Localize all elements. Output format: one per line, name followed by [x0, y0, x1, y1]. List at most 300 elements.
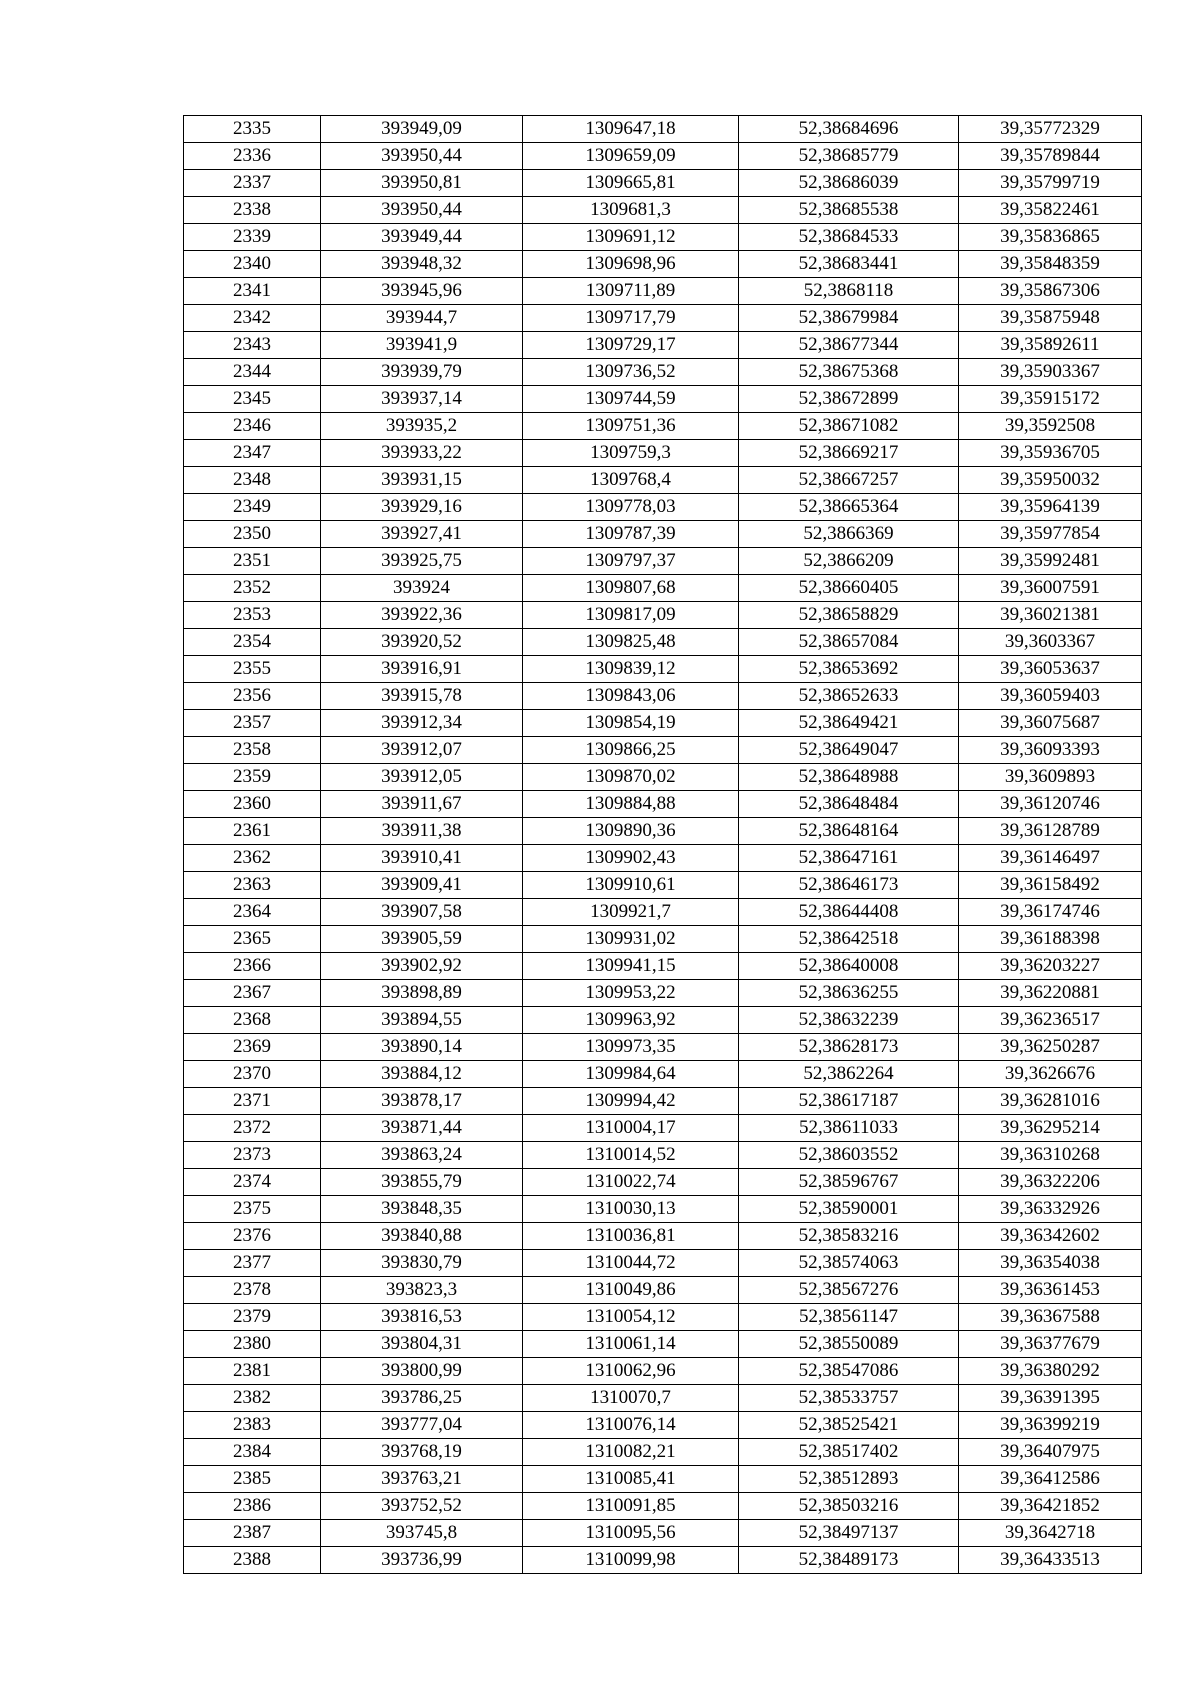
latitude-cell: 52,38648988	[739, 764, 959, 791]
point-number-cell: 2371	[184, 1088, 321, 1115]
latitude-cell: 52,38617187	[739, 1088, 959, 1115]
latitude-cell: 52,38672899	[739, 386, 959, 413]
longitude-cell: 39,36342602	[959, 1223, 1142, 1250]
y-coordinate-cell: 1309751,36	[523, 413, 739, 440]
y-coordinate-cell: 1309953,22	[523, 980, 739, 1007]
x-coordinate-cell: 393950,44	[321, 143, 523, 170]
x-coordinate-cell: 393925,75	[321, 548, 523, 575]
latitude-cell: 52,38657084	[739, 629, 959, 656]
table-row	[184, 1034, 1142, 1061]
table-row	[184, 1250, 1142, 1277]
table-row	[184, 197, 1142, 224]
latitude-cell: 52,38685538	[739, 197, 959, 224]
point-number-cell: 2369	[184, 1034, 321, 1061]
longitude-cell: 39,35867306	[959, 278, 1142, 305]
point-number-cell: 2381	[184, 1358, 321, 1385]
table-row	[184, 359, 1142, 386]
point-number-cell: 2378	[184, 1277, 321, 1304]
latitude-cell: 52,38561147	[739, 1304, 959, 1331]
x-coordinate-cell: 393752,52	[321, 1493, 523, 1520]
longitude-cell: 39,36146497	[959, 845, 1142, 872]
point-number-cell: 2348	[184, 467, 321, 494]
x-coordinate-cell: 393939,79	[321, 359, 523, 386]
latitude-cell: 52,38590001	[739, 1196, 959, 1223]
y-coordinate-cell: 1310030,13	[523, 1196, 739, 1223]
longitude-cell: 39,36377679	[959, 1331, 1142, 1358]
longitude-cell: 39,36281016	[959, 1088, 1142, 1115]
latitude-cell: 52,38649421	[739, 710, 959, 737]
latitude-cell: 52,38677344	[739, 332, 959, 359]
latitude-cell: 52,38611033	[739, 1115, 959, 1142]
y-coordinate-cell: 1309744,59	[523, 386, 739, 413]
longitude-cell: 39,36158492	[959, 872, 1142, 899]
point-number-cell: 2368	[184, 1007, 321, 1034]
longitude-cell: 39,36174746	[959, 899, 1142, 926]
y-coordinate-cell: 1309665,81	[523, 170, 739, 197]
point-number-cell: 2339	[184, 224, 321, 251]
longitude-cell: 39,36412586	[959, 1466, 1142, 1493]
point-number-cell: 2372	[184, 1115, 321, 1142]
table-row	[184, 467, 1142, 494]
latitude-cell: 52,38636255	[739, 980, 959, 1007]
y-coordinate-cell: 1309729,17	[523, 332, 739, 359]
point-number-cell: 2373	[184, 1142, 321, 1169]
table-row	[184, 305, 1142, 332]
y-coordinate-cell: 1309973,35	[523, 1034, 739, 1061]
latitude-cell: 52,38489173	[739, 1547, 959, 1574]
point-number-cell: 2384	[184, 1439, 321, 1466]
table-row	[184, 656, 1142, 683]
latitude-cell: 52,38647161	[739, 845, 959, 872]
longitude-cell: 39,3603367	[959, 629, 1142, 656]
table-row	[184, 224, 1142, 251]
x-coordinate-cell: 393941,9	[321, 332, 523, 359]
table-row	[184, 1304, 1142, 1331]
y-coordinate-cell: 1309759,3	[523, 440, 739, 467]
x-coordinate-cell: 393912,05	[321, 764, 523, 791]
table-row	[184, 1493, 1142, 1520]
latitude-cell: 52,38649047	[739, 737, 959, 764]
point-number-cell: 2351	[184, 548, 321, 575]
longitude-cell: 39,3609893	[959, 764, 1142, 791]
longitude-cell: 39,35964139	[959, 494, 1142, 521]
longitude-cell: 39,35992481	[959, 548, 1142, 575]
point-number-cell: 2375	[184, 1196, 321, 1223]
latitude-cell: 52,38640008	[739, 953, 959, 980]
latitude-cell: 52,3868118	[739, 278, 959, 305]
longitude-cell: 39,36391395	[959, 1385, 1142, 1412]
point-number-cell: 2353	[184, 602, 321, 629]
point-number-cell: 2335	[184, 116, 321, 143]
y-coordinate-cell: 1310091,85	[523, 1493, 739, 1520]
longitude-cell: 39,35950032	[959, 467, 1142, 494]
x-coordinate-cell: 393890,14	[321, 1034, 523, 1061]
longitude-cell: 39,36188398	[959, 926, 1142, 953]
table-row	[184, 818, 1142, 845]
longitude-cell: 39,36236517	[959, 1007, 1142, 1034]
y-coordinate-cell: 1309902,43	[523, 845, 739, 872]
x-coordinate-cell: 393855,79	[321, 1169, 523, 1196]
longitude-cell: 39,35836865	[959, 224, 1142, 251]
point-number-cell: 2341	[184, 278, 321, 305]
table-row	[184, 980, 1142, 1007]
latitude-cell: 52,38652633	[739, 683, 959, 710]
latitude-cell: 52,38648164	[739, 818, 959, 845]
longitude-cell: 39,35936705	[959, 440, 1142, 467]
x-coordinate-cell: 393915,78	[321, 683, 523, 710]
table-row	[184, 116, 1142, 143]
longitude-cell: 39,36007591	[959, 575, 1142, 602]
y-coordinate-cell: 1309866,25	[523, 737, 739, 764]
latitude-cell: 52,38675368	[739, 359, 959, 386]
latitude-cell: 52,38684696	[739, 116, 959, 143]
table-row	[184, 521, 1142, 548]
x-coordinate-cell: 393884,12	[321, 1061, 523, 1088]
x-coordinate-cell: 393736,99	[321, 1547, 523, 1574]
x-coordinate-cell: 393823,3	[321, 1277, 523, 1304]
latitude-cell: 52,38567276	[739, 1277, 959, 1304]
table-row	[184, 494, 1142, 521]
latitude-cell: 52,38660405	[739, 575, 959, 602]
y-coordinate-cell: 1309698,96	[523, 251, 739, 278]
longitude-cell: 39,35915172	[959, 386, 1142, 413]
y-coordinate-cell: 1309839,12	[523, 656, 739, 683]
y-coordinate-cell: 1310082,21	[523, 1439, 739, 1466]
y-coordinate-cell: 1310099,98	[523, 1547, 739, 1574]
table-row	[184, 926, 1142, 953]
point-number-cell: 2376	[184, 1223, 321, 1250]
x-coordinate-cell: 393745,8	[321, 1520, 523, 1547]
longitude-cell: 39,36421852	[959, 1493, 1142, 1520]
point-number-cell: 2360	[184, 791, 321, 818]
latitude-cell: 52,38525421	[739, 1412, 959, 1439]
point-number-cell: 2355	[184, 656, 321, 683]
table-row	[184, 1412, 1142, 1439]
longitude-cell: 39,35772329	[959, 116, 1142, 143]
x-coordinate-cell: 393878,17	[321, 1088, 523, 1115]
latitude-cell: 52,38686039	[739, 170, 959, 197]
point-number-cell: 2363	[184, 872, 321, 899]
table-row	[184, 1223, 1142, 1250]
latitude-cell: 52,38648484	[739, 791, 959, 818]
latitude-cell: 52,38533757	[739, 1385, 959, 1412]
table-row	[184, 1385, 1142, 1412]
y-coordinate-cell: 1310085,41	[523, 1466, 739, 1493]
longitude-cell: 39,35789844	[959, 143, 1142, 170]
latitude-cell: 52,38684533	[739, 224, 959, 251]
latitude-cell: 52,38512893	[739, 1466, 959, 1493]
x-coordinate-cell: 393902,92	[321, 953, 523, 980]
x-coordinate-cell: 393948,32	[321, 251, 523, 278]
longitude-cell: 39,36093393	[959, 737, 1142, 764]
y-coordinate-cell: 1309691,12	[523, 224, 739, 251]
point-number-cell: 2364	[184, 899, 321, 926]
x-coordinate-cell: 393950,81	[321, 170, 523, 197]
point-number-cell: 2361	[184, 818, 321, 845]
x-coordinate-cell: 393929,16	[321, 494, 523, 521]
table-row	[184, 1007, 1142, 1034]
x-coordinate-cell: 393910,41	[321, 845, 523, 872]
y-coordinate-cell: 1309931,02	[523, 926, 739, 953]
table-row	[184, 1115, 1142, 1142]
longitude-cell: 39,36407975	[959, 1439, 1142, 1466]
x-coordinate-cell: 393840,88	[321, 1223, 523, 1250]
table-row	[184, 1439, 1142, 1466]
longitude-cell: 39,36367588	[959, 1304, 1142, 1331]
y-coordinate-cell: 1310054,12	[523, 1304, 739, 1331]
y-coordinate-cell: 1309994,42	[523, 1088, 739, 1115]
latitude-cell: 52,38632239	[739, 1007, 959, 1034]
x-coordinate-cell: 393933,22	[321, 440, 523, 467]
x-coordinate-cell: 393945,96	[321, 278, 523, 305]
coordinates-table-body	[184, 116, 1142, 1574]
latitude-cell: 52,38628173	[739, 1034, 959, 1061]
point-number-cell: 2357	[184, 710, 321, 737]
latitude-cell: 52,38679984	[739, 305, 959, 332]
point-number-cell: 2386	[184, 1493, 321, 1520]
y-coordinate-cell: 1310004,17	[523, 1115, 739, 1142]
y-coordinate-cell: 1310095,56	[523, 1520, 739, 1547]
table-row	[184, 1196, 1142, 1223]
point-number-cell: 2347	[184, 440, 321, 467]
y-coordinate-cell: 1309797,37	[523, 548, 739, 575]
y-coordinate-cell: 1310014,52	[523, 1142, 739, 1169]
y-coordinate-cell: 1309787,39	[523, 521, 739, 548]
latitude-cell: 52,38517402	[739, 1439, 959, 1466]
longitude-cell: 39,36322206	[959, 1169, 1142, 1196]
x-coordinate-cell: 393937,14	[321, 386, 523, 413]
point-number-cell: 2379	[184, 1304, 321, 1331]
x-coordinate-cell: 393871,44	[321, 1115, 523, 1142]
y-coordinate-cell: 1310076,14	[523, 1412, 739, 1439]
point-number-cell: 2370	[184, 1061, 321, 1088]
point-number-cell: 2388	[184, 1547, 321, 1574]
latitude-cell: 52,38503216	[739, 1493, 959, 1520]
table-row	[184, 575, 1142, 602]
point-number-cell: 2383	[184, 1412, 321, 1439]
table-row	[184, 602, 1142, 629]
latitude-cell: 52,38574063	[739, 1250, 959, 1277]
point-number-cell: 2359	[184, 764, 321, 791]
longitude-cell: 39,36120746	[959, 791, 1142, 818]
point-number-cell: 2350	[184, 521, 321, 548]
x-coordinate-cell: 393848,35	[321, 1196, 523, 1223]
table-row	[184, 953, 1142, 980]
y-coordinate-cell: 1310044,72	[523, 1250, 739, 1277]
longitude-cell: 39,35875948	[959, 305, 1142, 332]
longitude-cell: 39,36433513	[959, 1547, 1142, 1574]
table-row	[184, 899, 1142, 926]
table-row	[184, 143, 1142, 170]
longitude-cell: 39,3642718	[959, 1520, 1142, 1547]
x-coordinate-cell: 393907,58	[321, 899, 523, 926]
point-number-cell: 2385	[184, 1466, 321, 1493]
y-coordinate-cell: 1310022,74	[523, 1169, 739, 1196]
x-coordinate-cell: 393927,41	[321, 521, 523, 548]
table-row	[184, 1466, 1142, 1493]
longitude-cell: 39,36310268	[959, 1142, 1142, 1169]
latitude-cell: 52,38667257	[739, 467, 959, 494]
point-number-cell: 2362	[184, 845, 321, 872]
x-coordinate-cell: 393949,44	[321, 224, 523, 251]
x-coordinate-cell: 393768,19	[321, 1439, 523, 1466]
table-row	[184, 413, 1142, 440]
x-coordinate-cell: 393935,2	[321, 413, 523, 440]
table-row	[184, 1547, 1142, 1574]
x-coordinate-cell: 393950,44	[321, 197, 523, 224]
latitude-cell: 52,38658829	[739, 602, 959, 629]
point-number-cell: 2382	[184, 1385, 321, 1412]
point-number-cell: 2354	[184, 629, 321, 656]
latitude-cell: 52,38603552	[739, 1142, 959, 1169]
y-coordinate-cell: 1309778,03	[523, 494, 739, 521]
x-coordinate-cell: 393777,04	[321, 1412, 523, 1439]
latitude-cell: 52,38671082	[739, 413, 959, 440]
latitude-cell: 52,38547086	[739, 1358, 959, 1385]
y-coordinate-cell: 1310036,81	[523, 1223, 739, 1250]
y-coordinate-cell: 1309817,09	[523, 602, 739, 629]
table-row	[184, 170, 1142, 197]
x-coordinate-cell: 393786,25	[321, 1385, 523, 1412]
table-row	[184, 1088, 1142, 1115]
y-coordinate-cell: 1310061,14	[523, 1331, 739, 1358]
table-row	[184, 548, 1142, 575]
longitude-cell: 39,36361453	[959, 1277, 1142, 1304]
x-coordinate-cell: 393949,09	[321, 116, 523, 143]
x-coordinate-cell: 393763,21	[321, 1466, 523, 1493]
point-number-cell: 2337	[184, 170, 321, 197]
point-number-cell: 2336	[184, 143, 321, 170]
longitude-cell: 39,36399219	[959, 1412, 1142, 1439]
x-coordinate-cell: 393916,91	[321, 656, 523, 683]
y-coordinate-cell: 1309843,06	[523, 683, 739, 710]
table-row	[184, 1358, 1142, 1385]
longitude-cell: 39,35903367	[959, 359, 1142, 386]
x-coordinate-cell: 393898,89	[321, 980, 523, 1007]
table-row	[184, 872, 1142, 899]
longitude-cell: 39,36075687	[959, 710, 1142, 737]
longitude-cell: 39,36053637	[959, 656, 1142, 683]
y-coordinate-cell: 1309681,3	[523, 197, 739, 224]
y-coordinate-cell: 1309984,64	[523, 1061, 739, 1088]
point-number-cell: 2356	[184, 683, 321, 710]
table-row	[184, 440, 1142, 467]
y-coordinate-cell: 1309963,92	[523, 1007, 739, 1034]
point-number-cell: 2345	[184, 386, 321, 413]
latitude-cell: 52,38685779	[739, 143, 959, 170]
longitude-cell: 39,36021381	[959, 602, 1142, 629]
latitude-cell: 52,38665364	[739, 494, 959, 521]
point-number-cell: 2342	[184, 305, 321, 332]
y-coordinate-cell: 1309941,15	[523, 953, 739, 980]
point-number-cell: 2365	[184, 926, 321, 953]
x-coordinate-cell: 393830,79	[321, 1250, 523, 1277]
table-row	[184, 683, 1142, 710]
latitude-cell: 52,3862264	[739, 1061, 959, 1088]
longitude-cell: 39,35977854	[959, 521, 1142, 548]
y-coordinate-cell: 1309854,19	[523, 710, 739, 737]
point-number-cell: 2349	[184, 494, 321, 521]
longitude-cell: 39,36332926	[959, 1196, 1142, 1223]
longitude-cell: 39,3592508	[959, 413, 1142, 440]
x-coordinate-cell: 393944,7	[321, 305, 523, 332]
table-row	[184, 1277, 1142, 1304]
latitude-cell: 52,38669217	[739, 440, 959, 467]
point-number-cell: 2358	[184, 737, 321, 764]
latitude-cell: 52,38653692	[739, 656, 959, 683]
point-number-cell: 2344	[184, 359, 321, 386]
table-row	[184, 764, 1142, 791]
y-coordinate-cell: 1309717,79	[523, 305, 739, 332]
longitude-cell: 39,35799719	[959, 170, 1142, 197]
table-row	[184, 251, 1142, 278]
x-coordinate-cell: 393905,59	[321, 926, 523, 953]
latitude-cell: 52,38497137	[739, 1520, 959, 1547]
x-coordinate-cell: 393909,41	[321, 872, 523, 899]
x-coordinate-cell: 393804,31	[321, 1331, 523, 1358]
x-coordinate-cell: 393912,34	[321, 710, 523, 737]
longitude-cell: 39,36295214	[959, 1115, 1142, 1142]
point-number-cell: 2366	[184, 953, 321, 980]
table-row	[184, 278, 1142, 305]
table-row	[184, 1331, 1142, 1358]
table-row	[184, 710, 1142, 737]
point-number-cell: 2352	[184, 575, 321, 602]
y-coordinate-cell: 1310062,96	[523, 1358, 739, 1385]
x-coordinate-cell: 393931,15	[321, 467, 523, 494]
latitude-cell: 52,3866209	[739, 548, 959, 575]
longitude-cell: 39,3626676	[959, 1061, 1142, 1088]
table-row	[184, 791, 1142, 818]
point-number-cell: 2343	[184, 332, 321, 359]
longitude-cell: 39,36128789	[959, 818, 1142, 845]
x-coordinate-cell: 393911,67	[321, 791, 523, 818]
y-coordinate-cell: 1309647,18	[523, 116, 739, 143]
table-row	[184, 1169, 1142, 1196]
y-coordinate-cell: 1309659,09	[523, 143, 739, 170]
x-coordinate-cell: 393816,53	[321, 1304, 523, 1331]
table-row	[184, 1142, 1142, 1169]
table-row	[184, 1061, 1142, 1088]
x-coordinate-cell: 393894,55	[321, 1007, 523, 1034]
longitude-cell: 39,35848359	[959, 251, 1142, 278]
latitude-cell: 52,38596767	[739, 1169, 959, 1196]
latitude-cell: 52,38583216	[739, 1223, 959, 1250]
longitude-cell: 39,36059403	[959, 683, 1142, 710]
point-number-cell: 2387	[184, 1520, 321, 1547]
longitude-cell: 39,36354038	[959, 1250, 1142, 1277]
latitude-cell: 52,3866369	[739, 521, 959, 548]
x-coordinate-cell: 393920,52	[321, 629, 523, 656]
latitude-cell: 52,38644408	[739, 899, 959, 926]
y-coordinate-cell: 1309921,7	[523, 899, 739, 926]
y-coordinate-cell: 1309736,52	[523, 359, 739, 386]
y-coordinate-cell: 1309825,48	[523, 629, 739, 656]
latitude-cell: 52,38683441	[739, 251, 959, 278]
longitude-cell: 39,36220881	[959, 980, 1142, 1007]
table-row	[184, 332, 1142, 359]
longitude-cell: 39,36380292	[959, 1358, 1142, 1385]
y-coordinate-cell: 1309870,02	[523, 764, 739, 791]
point-number-cell: 2367	[184, 980, 321, 1007]
y-coordinate-cell: 1310049,86	[523, 1277, 739, 1304]
longitude-cell: 39,36250287	[959, 1034, 1142, 1061]
point-number-cell: 2340	[184, 251, 321, 278]
table-row	[184, 629, 1142, 656]
latitude-cell: 52,38646173	[739, 872, 959, 899]
x-coordinate-cell: 393863,24	[321, 1142, 523, 1169]
y-coordinate-cell: 1309807,68	[523, 575, 739, 602]
